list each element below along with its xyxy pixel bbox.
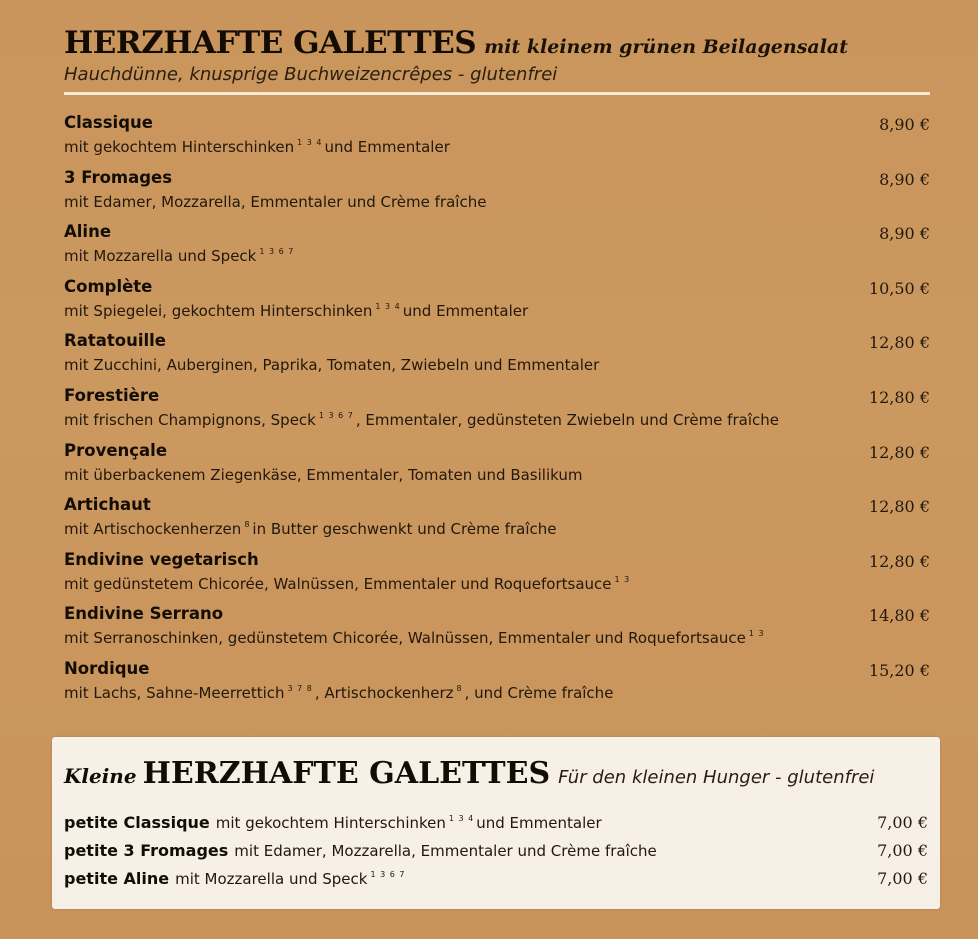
item-price: 7,00 € <box>877 813 928 832</box>
menu-item-3-fromages <box>64 168 930 223</box>
menu-item-endivine-vegetarisch <box>64 550 930 605</box>
allergen-codes: 1 3 <box>748 629 765 639</box>
item-price: 7,00 € <box>877 841 928 860</box>
menu-item-endivine-serrano <box>64 604 930 659</box>
item-name: Classique <box>64 113 153 132</box>
item-description: mit überbackenem Ziegenkäse, Emmentaler, Tomaten und Basilikum <box>64 465 583 484</box>
item-price: 15,20 € <box>868 660 930 680</box>
menu-item-complete <box>64 277 930 332</box>
allergen-codes: 8 <box>456 683 463 693</box>
small-title-prefix: Kleine <box>64 764 137 788</box>
item-description: mit Mozzarella und Speck $^{1 3 6 7}$ <box>64 247 295 266</box>
item-price: 12,80 € <box>868 497 930 517</box>
item-price: 12,80 € <box>868 551 930 571</box>
menu-item-provencale <box>64 441 930 496</box>
item-price: 12,80 € <box>868 333 930 353</box>
galette-menu-list <box>64 113 930 714</box>
allergen-codes: 1 3 <box>614 574 631 584</box>
allergen-codes: 8 <box>244 520 251 530</box>
item-price: 12,80 € <box>868 442 930 462</box>
item-price: 8,90 € <box>879 224 930 244</box>
menu-item-classique <box>64 113 930 168</box>
section-title-sub: mit kleinem grünen Beilagensalat <box>484 36 849 58</box>
menu-item-forestiere <box>64 386 930 441</box>
item-name: Nordique <box>64 658 150 678</box>
item-description: mit frischen Champignons, Speck $^{1 3 6 7}$ , Emmentaler, gedünsteten Zwiebeln und Crème fraîche <box>64 410 779 429</box>
title-line <box>64 25 930 61</box>
small-title-main: HERZHAFTE GALETTES <box>142 756 551 791</box>
item-description: mit Artischockenherzen $^8$ in Butter geschwenkt und Crème fraîche <box>64 520 557 539</box>
small-subtitle: Für den kleinen Hunger - glutenfrei <box>558 767 875 788</box>
item-name: Provençale <box>64 440 168 460</box>
small-section-title <box>64 756 875 791</box>
item-description: mit Lachs, Sahne-Meerrettich $^{3 7 8}$ , Artischockenherz $^8$ , und Crème fraîche <box>64 683 614 702</box>
menu-item-artichaut <box>64 495 930 550</box>
allergen-codes: 3 7 8 <box>287 683 313 693</box>
allergen-codes: 1 3 4 <box>375 301 401 311</box>
item-description: mit gedünstetem Chicorée, Walnüssen, Emmentaler und Roquefortsauce $^{1 3}$ <box>64 574 631 593</box>
item-name: Ratatouille <box>64 331 166 351</box>
menu-item-aline <box>64 222 930 277</box>
item-name: Aline <box>64 222 112 242</box>
item-description: mit gekochtem Hinterschinken $^{1 3 4}$ und Emmentaler <box>64 138 450 156</box>
item-name: petite 3 Fromages <box>64 841 229 860</box>
item-name: petite Aline <box>64 869 170 888</box>
item-price: 12,80 € <box>868 387 930 407</box>
item-description: mit Spiegelei, gekochtem Hinterschinken $^{1 3 4}$ und Emmentaler <box>64 301 529 320</box>
item-description: mit Edamer, Mozzarella, Emmentaler und Crème fraîche <box>234 842 657 860</box>
item-price: 8,90 € <box>879 115 930 134</box>
item-name: Forestière <box>64 385 160 405</box>
small-item-petite-3-fromages <box>64 841 928 867</box>
allergen-codes: 1 3 6 7 <box>318 410 354 420</box>
small-item-petite-aline <box>64 869 928 895</box>
menu-item-ratatouille <box>64 331 930 386</box>
allergen-codes: 1 3 4 <box>448 814 475 823</box>
item-description: mit gekochtem Hinterschinken $^{1 3 4}$ und Emmentaler <box>215 814 602 832</box>
section-title: HERZHAFTE GALETTES <box>64 25 477 61</box>
allergen-codes: 1 3 4 <box>297 138 323 147</box>
item-name: Endivine vegetarisch <box>64 549 259 569</box>
item-name: Complète <box>64 276 153 296</box>
small-galettes-box <box>52 737 940 909</box>
item-name: Endivine Serrano <box>64 604 224 624</box>
item-description: mit Mozzarella und Speck $^{1 3 6 7}$ <box>175 870 406 888</box>
allergen-codes: 1 3 6 7 <box>259 247 295 257</box>
allergen-codes: 1 3 6 7 <box>370 870 406 879</box>
small-item-petite-classique <box>64 813 928 839</box>
menu-header <box>64 25 930 85</box>
menu-item-nordique <box>64 659 930 714</box>
item-name: Artichaut <box>64 495 151 515</box>
item-description: mit Edamer, Mozzarella, Emmentaler und Crème fraîche <box>64 192 487 211</box>
section-subtitle: Hauchdünne, knusprige Buchweizencrêpes - glutenfrei <box>64 64 558 85</box>
item-price: 8,90 € <box>879 169 930 189</box>
item-name: 3 Fromages <box>64 167 173 187</box>
item-description: mit Serranoschinken, gedünstetem Chicorée, Walnüssen, Emmentaler und Roquefortsauce $^{1 3}$ <box>64 629 765 648</box>
item-description: mit Zucchini, Auberginen, Paprika, Tomaten, Zwiebeln und Emmentaler <box>64 356 600 375</box>
item-price: 10,50 € <box>868 278 930 298</box>
item-price: 14,80 € <box>868 606 930 626</box>
item-price: 7,00 € <box>877 869 928 888</box>
header-divider <box>64 92 930 95</box>
item-name: petite Classique <box>64 813 210 832</box>
